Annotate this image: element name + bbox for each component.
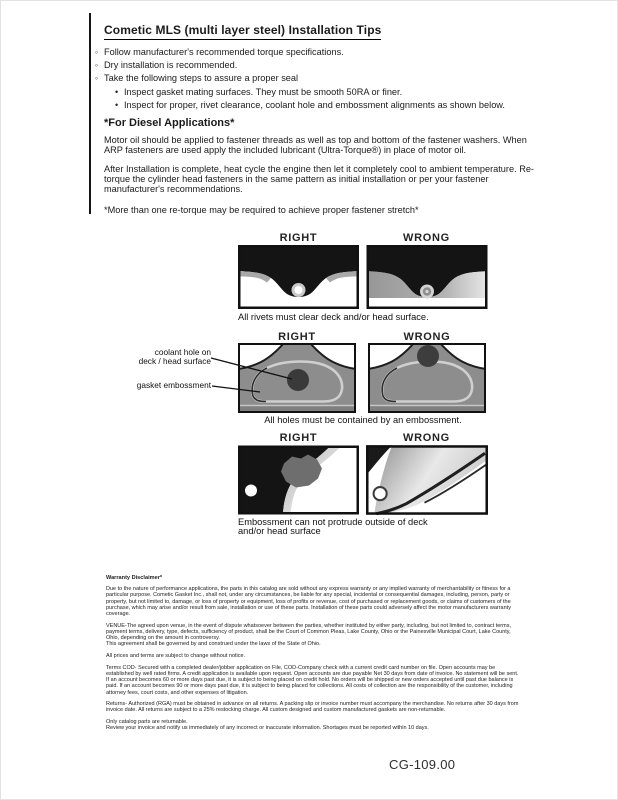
rivet-right-diagram <box>238 245 359 309</box>
protrude-caption: Embossment can not protrude outside of deck and/or head surface <box>238 517 428 536</box>
catalog-page-code: CG-109.00 <box>389 757 456 772</box>
disclaimer-paragraph: Terms COD- Secured with a completed dealer/jobber application on File, COD-Company check with a current credit card number on file. Open accounts may be established by well rated firms. A credit application is available upon request. Open accounts are due payable Net 30 days from date of invoice. No statement will be sent. If an account becomes 60 or more days past due, it is subject to being placed on credit hold. No orders will be shipped or new orders accepted until past due balance is paid. If an account becomes 90 or more days past due, it is subject to being placed for collections. All costs of collection are the responsibility of the customer, including attorney fees, court costs, and other expenses of litigation. <box>106 664 519 696</box>
open-bullet-icon: ◦ <box>95 47 99 57</box>
list-item <box>95 72 505 85</box>
right-label: RIGHT <box>279 432 318 444</box>
disclaimer-heading: Warranty Disclaimer* <box>106 575 163 581</box>
tip-text: Take the following steps to assure a proper seal <box>104 73 299 84</box>
warranty-disclaimer <box>106 575 519 737</box>
tip-text: Follow manufacturer's recommended torque specifications. <box>104 47 344 57</box>
wrong-label: WRONG <box>403 432 450 444</box>
rivets-caption: All rivets must clear deck and/or head surface. <box>238 312 429 322</box>
tip-text: Inspect for proper, rivet clearance, coolant hole and embossment alignments as shown below. <box>124 99 505 110</box>
hole-right-diagram <box>238 343 356 413</box>
diesel-applications-heading: *For Diesel Applications* <box>104 117 235 129</box>
coolant-hole-label: coolant hole on deck / head surface <box>138 347 211 366</box>
disclaimer-paragraph: Returns- Authorized (RGA) must be obtained in advance on all returns. A packing slip or invoice number must accompany the merchandise. No returns after 30 days from invoice date. All returns are subject to a 25% restocking charge. All custom designed and custom manufactured gaskets are non-returnable. <box>106 701 519 714</box>
list-item <box>95 86 505 99</box>
disclaimer-paragraph: VENUE-The agreed upon venue, in the event of dispute whatsoever between the parties, whether instituted by either party, including, but not limited to, contract terms, payment terms, delivery, type, defects, sufficiency of product, shall be the Court of Common Pleas, Lake County, Ohio or the Painesville Municipal Court, Lake County, Ohio, depending on the amount in controversy. <box>106 622 511 642</box>
disclaimer-paragraph: All prices and terms are subject to change without notice. <box>106 653 246 660</box>
page-title: Cometic MLS (multi layer steel) Installation Tips <box>104 23 381 40</box>
diesel-paragraph-1: Motor oil should be applied to fastener threads as well as top and bottom of the fastener washers. When ARP fasteners are used apply the included lubricant (Ultra-Torque®) in place of motor oil. <box>104 135 527 156</box>
wrong-label: WRONG <box>403 331 451 343</box>
left-margin-rule <box>89 13 91 214</box>
protrude-wrong-diagram <box>366 445 488 515</box>
list-item <box>95 99 505 112</box>
disclaimer-paragraph: This agreement shall be governed by and construed under the laws of the State of Ohio. <box>106 641 321 648</box>
rivet-wrong-diagram <box>366 245 488 309</box>
right-label: RIGHT <box>279 232 318 244</box>
protrude-right-diagram <box>238 445 359 515</box>
gasket-embossment-label: gasket embossment <box>136 380 211 390</box>
wrong-label: WRONG <box>403 232 450 244</box>
open-bullet-icon: ◦ <box>95 73 99 84</box>
list-item <box>95 59 505 72</box>
right-label: RIGHT <box>278 331 316 343</box>
open-bullet-icon: ◦ <box>95 60 99 71</box>
retorque-note: *More than one re-torque may be required to achieve proper fastener stretch* <box>104 205 419 215</box>
list-item <box>95 46 505 59</box>
disclaimer-paragraph: Due to the nature of performance applications, the parts in this catalog are sold without any express warranty or any implied warranty of merchantability or fitness for a particular purpose. Cometic Gasket Inc., shall not, under any circumstances, be liable for any special, incidental or consequential damages, including, person, party or property, but not limited to, damage, or loss of property or equipment, loss of profits or revenue, cost of purchased or replacement goods, or claims of customers of the purchase, which may arise and/or result from sale, installation or use of these parts. Installation of these parts could adversely affect the motor manufacturers warranty coverage. <box>106 586 511 618</box>
holes-caption: All holes must be contained by an embossment. <box>264 415 462 425</box>
tip-text: Inspect gasket mating surfaces. They must be smooth 50RA or finer. <box>124 86 403 97</box>
dot-bullet-icon: • <box>115 99 119 110</box>
diesel-paragraph-2: After Installation is complete, heat cycle the engine then let it completely cool to ambient temperature. Re-torque the cylinder head fasteners in the same pattern as initial installation or per your fastener manufacturer's recommendations. <box>104 164 534 195</box>
hole-wrong-diagram <box>368 343 486 413</box>
installation-tips-list <box>95 46 505 112</box>
tip-text: Dry installation is recommended. <box>104 60 238 71</box>
disclaimer-paragraph: Only catalog parts are returnable. <box>106 719 188 726</box>
dot-bullet-icon: • <box>115 86 119 97</box>
disclaimer-paragraph: Review your invoice and notify us immediately of any incorrect or inaccurate information. Shortages must be reported within 10 days. <box>106 725 429 732</box>
